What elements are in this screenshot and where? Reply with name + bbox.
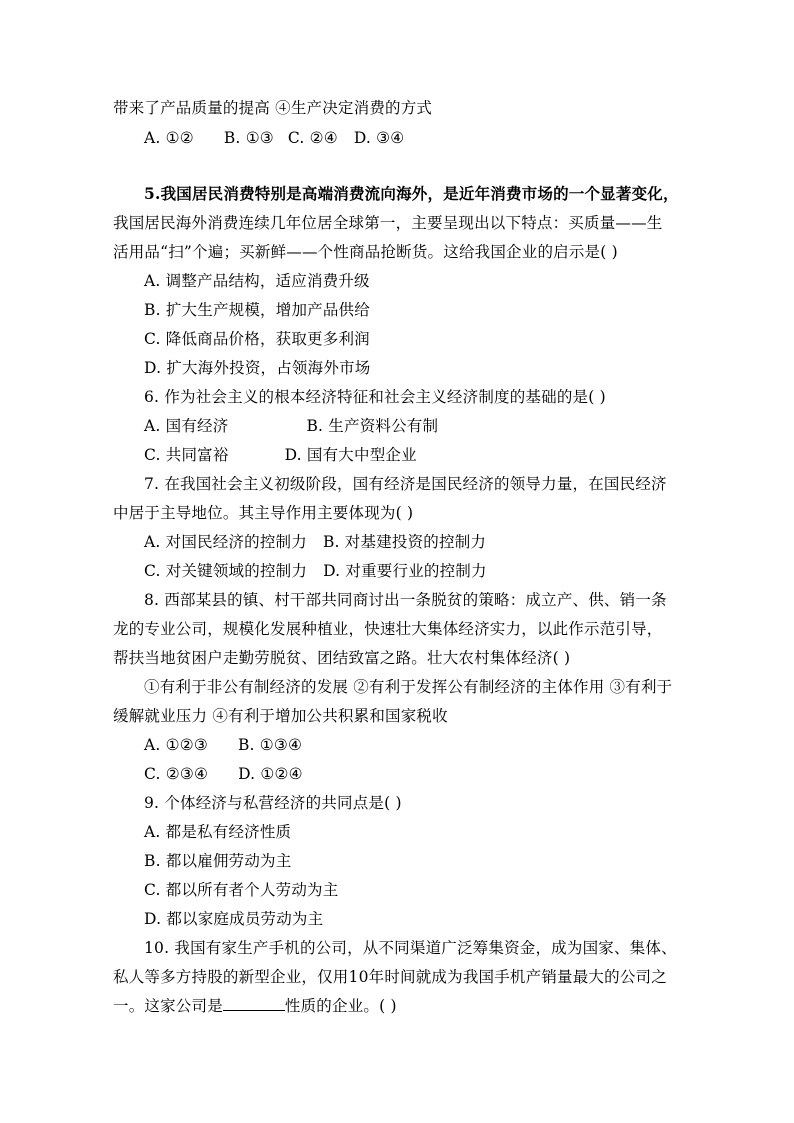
q7-options-row1 <box>144 530 486 554</box>
q7-stem-line2: 中居于主导地位。其主导作用主要体现为( ) <box>113 504 414 522</box>
q4-option-d: D. ③④ <box>353 129 405 147</box>
q8-option-b: B. ①③④ <box>237 736 303 754</box>
q8-stem-line2: 龙的专业公司，规模化发展种植业，快速壮大集体经济实力，以此作示范引导， <box>113 620 663 638</box>
q10-stem-suffix: 性质的企业。( ) <box>284 997 397 1015</box>
q9-stem: 9. 个体经济与私营经济的共同点是( ) <box>144 794 402 812</box>
q8-options-row1 <box>144 733 302 757</box>
q4-option-a: A. ①② <box>144 129 194 147</box>
q6-stem: 6. 作为社会主义的根本经济特征和社会主义经济制度的基础的是( ) <box>144 388 606 406</box>
q5-stem-line3: 活用品“扫”个遍；买新鲜——个性商品抢断货。这给我国企业的启示是( ) <box>113 243 618 261</box>
q8-option-d: D. ①②④ <box>238 765 303 783</box>
q5-option-d: D. 扩大海外投资，占领海外市场 <box>144 359 371 377</box>
q9-option-a: A. 都是私有经济性质 <box>144 823 292 841</box>
q4-options <box>144 126 404 150</box>
q6-options-row1 <box>144 414 438 438</box>
q10-stem-line1: 10. 我国有家生产手机的公司，从不同渠道广泛筹集资金，成为国家、集体、 <box>144 939 677 957</box>
q4-text-continued: 带来了产品质量的提高 ④生产决定消费的方式 <box>113 99 433 117</box>
q5-stem-line2: 我国居民海外消费连续几年位居全球第一，主要呈现出以下特点：买质量——生 <box>113 214 663 232</box>
q6-option-b: B. 生产资料公有制 <box>306 417 439 435</box>
q4-option-c: C. ②④ <box>287 129 338 147</box>
q5-option-a: A. 调整产品结构，适应消费升级 <box>144 272 370 290</box>
q5-stem-line1: 5.我国居民消费特别是高端消费流向海外，是近年消费市场的一个显著变化， <box>144 184 679 203</box>
q8-option-a: A. ①②③ <box>144 736 208 754</box>
q7-option-a: A. 对国民经济的控制力 <box>144 533 307 551</box>
q8-statements-line2: 缓解就业压力 ④有利于增加公共积累和国家税收 <box>113 707 448 725</box>
q8-option-c: C. ②③④ <box>144 765 209 783</box>
answer-blank <box>223 994 285 1011</box>
q9-option-d: D. 都以家庭成员劳动为主 <box>144 910 324 928</box>
q6-option-d: D. 国有大中型企业 <box>284 446 417 464</box>
q7-option-c: C. 对关键领域的控制力 <box>144 562 308 580</box>
q7-options-row2 <box>144 559 487 583</box>
q5-option-c: C. 降低商品价格，获取更多利润 <box>144 330 370 348</box>
q6-options-row2 <box>144 443 417 467</box>
q10-stem-line2: 私人等多方持股的新型企业，仅用10年时间就成为我国手机产销量最大的公司之 <box>113 968 667 986</box>
q7-stem-line1: 7. 在我国社会主义初级阶段，国有经济是国民经济的领导力量，在国民经济 <box>144 475 667 493</box>
q9-option-c: C. 都以所有者个人劳动为主 <box>144 881 339 899</box>
q6-option-a: A. 国有经济 <box>144 417 229 435</box>
q8-stem-line3: 帮扶当地贫困户走勤劳脱贫、团结致富之路。壮大农村集体经济( ) <box>113 649 571 667</box>
q10-stem-prefix: 一。这家公司是 <box>113 997 223 1015</box>
q8-stem-line1: 8. 西部某县的镇、村干部共同商讨出一条脱贫的策略：成立产、供、销一条 <box>144 591 667 609</box>
q4-option-b: B. ①③ <box>223 129 274 147</box>
q10-stem-line3 <box>113 994 397 1018</box>
q8-options-row2 <box>144 762 303 786</box>
q9-option-b: B. 都以雇佣劳动为主 <box>144 852 292 870</box>
q7-option-d: D. 对重要行业的控制力 <box>323 562 487 580</box>
q8-statements-line1: ①有利于非公有制经济的发展 ②有利于发挥公有制经济的主体作用 ③有利于 <box>144 678 673 696</box>
q7-option-b: B. 对基建投资的控制力 <box>322 533 487 551</box>
q6-option-c: C. 共同富裕 <box>144 446 229 464</box>
q5-option-b: B. 扩大生产规模，增加产品供给 <box>144 301 370 319</box>
